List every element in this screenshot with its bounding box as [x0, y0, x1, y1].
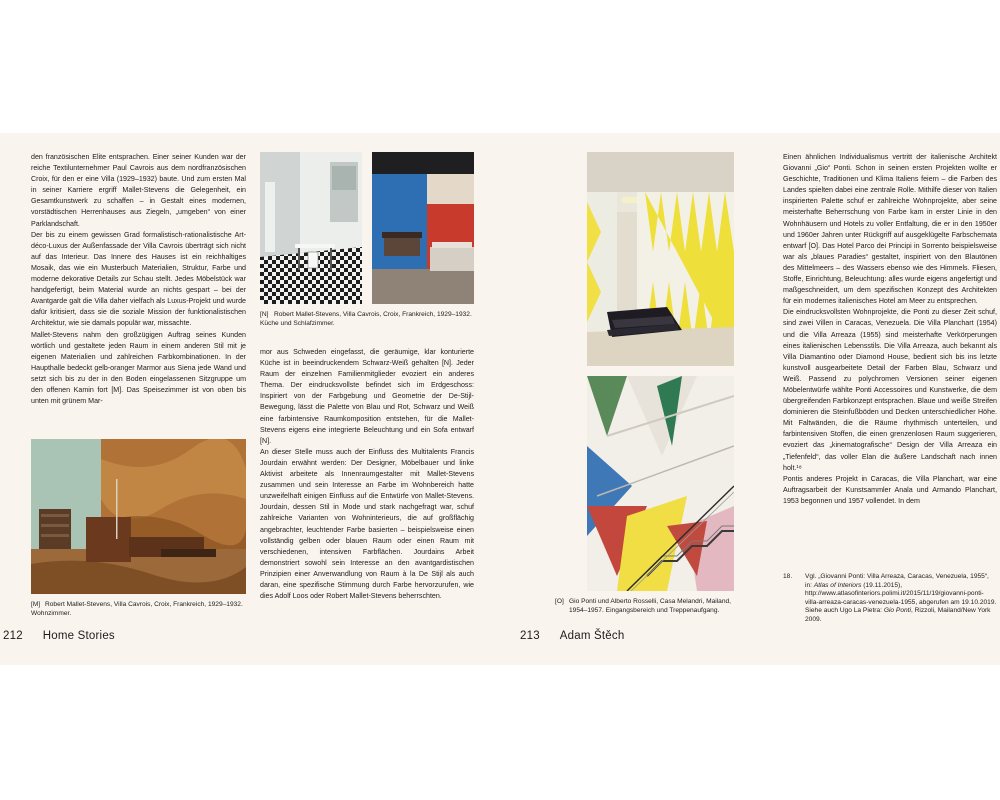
photo-casa-melandri-staircase [587, 376, 734, 591]
caption-n [260, 311, 474, 329]
footnote-text: Vgl. „Giovanni Ponti: Villa Arreaza, Caracas, Venezuela, 1955“, in: [805, 573, 989, 589]
caption-marker: [N] [260, 311, 269, 318]
left-page-column-2 [260, 347, 474, 602]
photo-villa-cavrois-bedroom [372, 152, 474, 304]
paragraph: Der bis zu einem gewissen Grad formalistisch-rationalistische Art-déco-Luxus der Außenfassade der Villa Cavrois überträgt sich nicht auf das Interieur. Das Innere des Hauses ist ein reichhaltiges Mosaik, das wie ein Musterbuch Materialien, Struktur, Farbe und moderne dekorative Details zur Schau stellt. Jedes Möbelstück war handgefertigt, beim Material wurde an nichts gespart – bei der Avantgarde galt die Villa daher vielfach als Luxus-Projekt und wurde dafür kritisiert, dass sie die soziale Mission der funktionalistischen Architektur, wie sie damals populär war, missachte. [31, 230, 246, 328]
caption-marker: [M] [31, 601, 41, 608]
right-page-column [783, 152, 997, 507]
running-title: Home Stories [42, 630, 115, 642]
footnote-number: 18. [783, 573, 793, 580]
footnote-text: (19.11.2015), http://www.atlasofinteriors.polimi.it/2015/11/19/giovanni-ponti-villa-arreaza-caracas-venezuela-1955, abgerufen am 19.10.2019. Siehe auch Ugo La Pietra: [805, 581, 997, 615]
paragraph: Mallet-Stevens nahm den großzügigen Auftrag seines Kunden wörtlich und gestaltete jeden Raum in einem anderen Stil mit je eigenen Materialien und zahlreichen Farbkombinationen. In der Haupthalle bedeckt gelb-oranger Marmor aus Siena jede Wand und setzt sich bis zu der in den Boden eingelassenen Sitzgruppe um den offenen Kamin fort [M]. Das Speisezimmer ist von oben bis unten mit grünem Mar- [31, 330, 246, 406]
caption-o [555, 598, 740, 616]
footnote-18 [805, 573, 997, 625]
photo-villa-cavrois-kitchen [260, 152, 362, 304]
caption-text: Robert Mallet-Stevens, Villa Cavrois, Croix, Frankreich, 1929–1932. Wohnzimmer. [31, 601, 243, 617]
left-folio [3, 630, 115, 642]
caption-marker: [O] [555, 598, 564, 605]
footnote-source-title: Atlas of Interiors [813, 581, 862, 589]
page-number: 213 [520, 630, 540, 642]
paragraph: An dieser Stelle muss auch der Einfluss des Multitalents Francis Jourdain erwähnt werden: Der Designer, Möbelbauer und linke Aktivist arbeitete als Innenraumgestalter mit Mallet-Stevens zusammen und sein Interesse an Farbe im Wohnbereich hatte unzweifelhaft einigen Einfluss auf die Entwürfe von Mallet-Stevens. Jourdain, dessen Stil in Mode und stark nachgefragt war, schuf zahlreiche Varianten von Wohninterieurs, die auf großflächig angebrachter, leuchtender Farbe basierten – beispielsweise einen vollständig gelben oder blauen Raum oder einen Raum mit verschiedenen, intensiven Farbflächen. Jourdains Arbeit demonstriert sowohl sein Interesse an den avantgardistischen Prinzipien einer Anverwandlung von Raum à la De Stijl als auch daran, eine spezifische Stimmung durch Farbe hervorzurufen, wie dies Adolf Loos oder Robert Mallet-Stevens beherrschten. [260, 447, 474, 601]
left-page-column-1 [31, 152, 246, 407]
photo-casa-melandri-entrance [587, 152, 734, 366]
running-title: Adam Štěch [559, 630, 625, 642]
paragraph: Einen ähnlichen Individualismus vertritt der italienische Architekt Giovanni „Gio“ Ponti. Schon in seinen ersten Projekten wollte er Geschichte, Traditionen und Klima Italiens feiern – die Farben des Landes spielten dabei eine zentrale Rolle. Mithilfe dieser von Italien inspirierten Palette schuf er zahlreiche Wohnprojekte, aber seine meisterhafte Beherrschung von Farbe kam in erster Linie in den Wohnhäusern und Hotels zu voller Entfaltung, die er in den 1950er und 1960er Jahren unter Rückgriff auf ausgeklügelte Farbschemata entwarf [O]. Das Hotel Parco dei Principi in Sorrento beispielsweise war als „blaues Paradies“ gestaltet, inspiriert von den Blautönen des Mittelmeers – des Wassers ebenso wie des Himmels. Fliesen, Stoffe, Einrichtung, Beleuchtung: alles wurde eigens angefertigt und maßgeschneidert, um dem spezifischen Konzept des Architekten für ein modernes italienisches Hotel am Meer zu entsprechen. [783, 153, 997, 306]
photo-villa-cavrois-living-room [31, 439, 246, 594]
page-number: 212 [3, 630, 23, 642]
paragraph: Pontis anderes Projekt in Caracas, die Villa Planchart, war eine Auftragsarbeit der Kunstsammler Anala und Armando Planchart, 1953 begonnen und 1957 vollendet. In dem [783, 474, 997, 505]
book-spread [0, 133, 1000, 665]
footnote-book-title: Gio Ponti [883, 607, 911, 615]
paragraph: den französischen Elite entsprachen. Einer seiner Kunden war der reiche Textilunternehmer Paul Cavrois aus dem nordfranzösischen Croix, für den er eine Villa (1929–1932) baute. Und zum ersten Mal in seiner Karriere ergriff Mallet-Stevens die Gelegenheit, ein Gesamtkunstwerk zu schaffen – in Gestalt eines modernen, vorstädtischen Herrenhauses aus Ziegeln, „umgeben“ von einer Parklandschaft. [31, 153, 246, 228]
right-folio [520, 630, 624, 642]
caption-m [31, 601, 246, 619]
paragraph: Die eindrucksvollsten Wohnprojekte, die Ponti zu dieser Zeit schuf, sind zwei Villen in Caracas, Venezuela. Die Villa Planchart (1954) und die Villa Arreaza (1955) sind meisterhafte Verkörperungen eines italienischen Lebensstils. Die Villa Arreaza, auch bekannt als Villa Diamantino oder Diamond House, bedient sich bis ins letzte kunstvoll ausgearbeitete Detail der Farben Blau, Schwarz und Weiß. Passend zu polychromen Versionen seiner eigenen Möbelentwürfe wählte Ponti Accessoires und Kunstwerke, die dem übergreifenden Farbkonzept entsprachen. Blaue und weiße Streifen dominieren die Steinfußböden und Decken unterschiedlicher Höhe. Mit Faltwänden, die die Räume rhythmisch unterteilen, und farbintensiven Stoffen, die einen grenzenlosen Raum suggerieren, evoziert das „kinematografische“ Design der Villa Arreaza ein „Tiefenfeld“, das voller Elan die äußere Landschaft nach innen holt.¹⁸ [783, 308, 997, 472]
footnote-text: , Rizzoli, Mailand/New York 2009. [805, 607, 991, 623]
caption-text: Gio Ponti und Alberto Rosselli, Casa Melandri, Mailand, 1954–1957. Eingangsbereich und Treppenaufgang. [569, 598, 731, 614]
caption-text: Robert Mallet-Stevens, Villa Cavrois, Croix, Frankreich, 1929–1932. Küche und Schlafzimmer. [260, 311, 472, 327]
paragraph: mor aus Schweden eingefasst, die geräumige, klar konturierte Küche ist in beeindruckendem Schwarz-Weiß gehalten [N]. Jeder Raum der einzelnen Familienmitglieder evoziert ein anderes Thema. Der eindrucksvollste befindet sich im Erdgeschoss: Inspiriert von der Farbgebung und Geometrie der De-Stijl-Bewegung, lässt die Palette von Blau und Rot, Schwarz und Weiß eine farbintensive Raumkomposition entstehen, für die Mallet-Stevens eigens eine integrierte Beleuchtung und ein Sofa entwarf [N]. [260, 348, 474, 445]
